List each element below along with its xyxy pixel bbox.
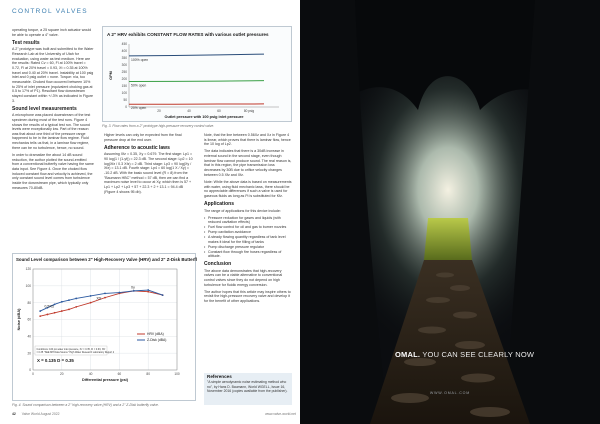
col3-paragraph-3: Note: While the above data is based on measurements with water, using fluid mechanic laws, there should be no appreciable differences if such a valve is used for gaseous fluids as long as Ft is substituted for Kfz. xyxy=(204,179,292,198)
list-item: • A steady flowing quantity regardless of tank level makes it ideal for the filling of tanks xyxy=(204,235,292,244)
x-tick-label: 60 xyxy=(117,372,122,376)
y-tick-label: 60 xyxy=(27,317,31,322)
section-header: CONTROL VALVES xyxy=(12,8,88,15)
brand-logo: OMAL. xyxy=(395,350,421,359)
y-tick-label: 0 xyxy=(29,368,31,373)
y-tick-label: 300 xyxy=(121,63,127,68)
sound-level-heading: Sound level measurements xyxy=(12,105,77,112)
y-tick-label: 40 xyxy=(27,334,31,339)
applications-intro: The range of applications for this device include: xyxy=(204,208,281,213)
x-tick-label: 80 xyxy=(146,372,150,376)
legend-entry: HRV (dBA) xyxy=(147,332,164,337)
y-tick-label: 0 xyxy=(125,105,127,110)
chart-annotation: Xy xyxy=(130,285,135,290)
conclusion-paragraph-1: The above data demonstrates that high-recovery valves can be a viable alternative to conventional control valves since they do not depend on high turbulence for fluidic energy conversion. xyxy=(204,268,283,287)
x-tick-label: 20 xyxy=(157,109,161,113)
references-heading: References xyxy=(207,374,232,379)
data-point xyxy=(133,290,135,292)
y-axis-label: GPM xyxy=(109,71,113,80)
y-tick-label: 50 xyxy=(123,98,127,103)
flow-rate-chart xyxy=(103,27,293,123)
page-footer xyxy=(12,412,296,416)
legend-entry: Z-Disk (dBA) xyxy=(147,338,167,343)
sound-level-paragraph-2: In order to dramatize the about 14 dB sound reduction, the author plotted the sound-emitted from a conventional butterfly valve having the same data input. See Figure 4. Once the choked flow induced constant flow and velocity is achieved, the only constant sound level comes from turbulence inside the downstream pipe, which typically only measures 70-80dB. xyxy=(12,152,94,190)
y-tick-label: 20 xyxy=(27,351,31,356)
website-url: www.valve-world.net xyxy=(265,412,296,416)
flow-rate-caption: Fig. 3. Flow rates from a 2" prototype high-pressure recovery control valve. xyxy=(102,124,215,128)
data-point xyxy=(54,312,56,314)
data-point xyxy=(68,309,70,311)
data-point xyxy=(90,302,92,304)
sound-comparison-caption: Fig. 4. Sound comparison between a 2" high-recovery valve (HRV) and a 2" Z-Disk butterfly valve. xyxy=(12,403,159,407)
column-2 xyxy=(104,133,194,197)
chart-title: A 2" HRV exhibits CONSTANT FLOW RATES with various outlet pressures xyxy=(107,32,269,37)
list-item: • Pump cavitation avoidance xyxy=(204,230,292,235)
flow-rate-chart-frame xyxy=(102,26,292,122)
y-tick-label: 200 xyxy=(121,77,127,82)
col2-paragraph-1: Higher levels can only be expected from the final pressure drop at the end user. xyxy=(104,133,182,142)
sound-comparison-chart xyxy=(13,254,197,402)
x-tick-label: 0 xyxy=(32,372,34,376)
list-item: • Fuel flow control for oil and gas to burner nozzles xyxy=(204,225,292,230)
page-number: 42 xyxy=(12,412,16,416)
forest-light-illustration xyxy=(300,0,600,424)
series-label: 20% open xyxy=(131,106,147,111)
data-point xyxy=(147,291,149,293)
data-point xyxy=(39,315,41,317)
y-tick-label: 250 xyxy=(121,70,127,75)
data-point xyxy=(75,298,77,300)
chart-annotation: Xfz xyxy=(96,296,102,301)
test-results-heading: Test results xyxy=(12,39,40,46)
col3-paragraph-2: The data indicates that there is a 30dB increase in external sound in the second stage, even though laminar flow cannot produce sound. The real reason is, that in this region, the pipe transmission loss decreases by 30B due to orifice velocity changes between 0.5 Xfz and Xfz. xyxy=(204,149,292,177)
conclusion-heading: Conclusion xyxy=(204,261,232,268)
y-tick-label: 100 xyxy=(121,91,127,96)
series-label: 50% open xyxy=(131,83,147,88)
x-tick-label: 40 xyxy=(88,372,93,376)
applications-list xyxy=(204,216,292,259)
x-tick-label: 20 xyxy=(60,372,64,376)
y-axis-label: Noise (dBA) xyxy=(17,308,21,331)
series-label: 100% open xyxy=(131,57,149,62)
column-1 xyxy=(12,28,94,193)
y-tick-label: 400 xyxy=(121,49,127,54)
series-line xyxy=(129,54,264,56)
data-point xyxy=(162,294,164,296)
chart-annotation: 0.5Xfz xyxy=(44,304,55,309)
y-tick-label: 150 xyxy=(121,84,127,89)
data-point xyxy=(61,301,63,303)
advertisement-page xyxy=(300,0,600,424)
sound-comparison-figure xyxy=(12,253,196,408)
conclusion-paragraph-2: The author hopes that this article may inspire others to revisit the high-pressure recovery valve and develop it for the benefit of other applications. xyxy=(204,289,291,304)
data-point xyxy=(75,306,77,308)
y-tick-label: 120 xyxy=(25,267,31,272)
references-text: "A simple aerodynamic noise estimating method who no", by Hans D. Baumann, World WGELL, Issue 16, November 2016 (copies available from the publisher). xyxy=(207,380,288,393)
chart-title: Sound Level comparison between 2" High-Recovery Valve (HRV) and 2" Z-Disk Butterfly xyxy=(16,257,197,262)
data-point xyxy=(104,297,106,299)
y-tick-label: 450 xyxy=(121,42,127,47)
list-item: • Pump discharge pressure regulator xyxy=(204,245,292,250)
list-item: • Pressure reduction for gases and liquids (with reduced cavitation effects) xyxy=(204,216,292,225)
tagline-text: YOU CAN SEE CLEARLY NOW xyxy=(422,350,535,359)
applications-heading: Applications xyxy=(204,201,235,208)
series-line xyxy=(40,291,162,316)
acoustic-laws-heading: Adherence to acoustic laws xyxy=(104,144,170,151)
acoustic-laws-paragraph: Assuming Xfz = 0.35, Xy = 0.679. The first stage: Lp1 = 90 log(1 / (1-yf)) = 22.3 dB. The second stage: Lp2 = 10 log(Xfz / 0.3 Xfz) = 2 dB. Third stage: Lp3 = 90 log(Xy / Xfz) = 13.1 dB. Fourth stage: Lp4 = 60 log(1 X / Xy) = -10.2 dB. With the basic sound level (R = 8) from the "Baumann HBC" method = 57 dB, then we can find a maximum noise level to occur at Xy, which then is 57 + Lp1 + Lp2 + Lp3 + 57 + 22.3 + 2 + 13.1 = 94.4 dB (Figure 4 shows 95 db). xyxy=(104,152,193,194)
y-tick-label: 350 xyxy=(121,56,127,61)
data-point xyxy=(104,293,106,295)
column-3 xyxy=(204,133,292,306)
col3-paragraph-1: Note, that the line between 0.56Xz and Xz in Figure 4 is linear, which proves that there is laminar flow, hence the 10 log of Lp2. xyxy=(204,133,291,147)
magazine-issue: Valve World August 2022 xyxy=(21,412,60,416)
y-tick-label: 100 xyxy=(25,284,31,289)
x-tick-label: 60 xyxy=(217,109,221,113)
x-tick-label: 40 xyxy=(187,109,191,113)
data-point xyxy=(68,299,70,301)
data-point xyxy=(147,289,149,291)
chart-note: Conditions: 100 psi water inlet pressure, Xz = 0.35, Fl = 0.93, Xfz = 0.35 "SEE MH Data Source" High Water Research Laboratory Report 2 xyxy=(36,348,115,354)
x-tick-label: 100 xyxy=(174,372,180,376)
x-axis-label: Differential pressure (psi) xyxy=(82,378,128,382)
ad-website[interactable]: WWW.OMAL.COM xyxy=(429,391,471,395)
series-line xyxy=(40,290,162,311)
data-point xyxy=(61,310,63,312)
series-line xyxy=(129,81,264,82)
sound-comparison-chart-frame xyxy=(12,253,196,401)
list-item: • Constant flow through fire hoses regardless of altitude. xyxy=(204,250,292,259)
sound-level-paragraph-1: A microphone was placed downstream of the test specimen during most of the test runs. Figure 4 shows the results of a typical test run. The sound levels were exceptionally low. Part of the reason was that about one third of the pressure range happened to be in the laminar flow regime. Fluid mechanics tells us that, in a laminar flow regime, there can be no turbulence, hence, no sound. xyxy=(12,113,91,150)
chart-formula: X = 0.135 D = 0.35 xyxy=(37,358,74,363)
flow-rate-figure xyxy=(102,26,292,129)
references-box xyxy=(204,373,292,405)
y-tick-label: 80 xyxy=(27,300,31,305)
ad-tagline xyxy=(395,350,534,359)
data-point xyxy=(39,310,41,312)
intro-paragraph: operating torque, a 25 square inch actuator would be able to operate a 4" valve. xyxy=(12,28,92,37)
data-point xyxy=(47,314,49,316)
x-axis-label: Outlet pressure with 100 psig inlet pressure xyxy=(164,115,244,119)
test-results-paragraph: A 2" prototype was built and submitted to the Water Research Lab at the University of Utah for evaluation, using water as test medium. Here are the results: Rated Cv = 60, Fl at 100% travel = 0.72, Fl at 20% travel = 0.93, Xt = 0.35 at 100% travel and 0.40 at 20% travel. Instability at 100 psig inlet and 0 psig outlet = none. Torque: n/a, too measurable. Choked flow occurred between 10% to 25% of inlet pressure (equivalent choking gas at 0.5 to 17% of P1). Resultant flow downstream stayed constant within +/-3% as indicated in Figure 3. xyxy=(12,47,94,103)
x-tick-label: 80 psig xyxy=(243,109,255,113)
data-point xyxy=(119,292,121,294)
data-point xyxy=(90,295,92,297)
